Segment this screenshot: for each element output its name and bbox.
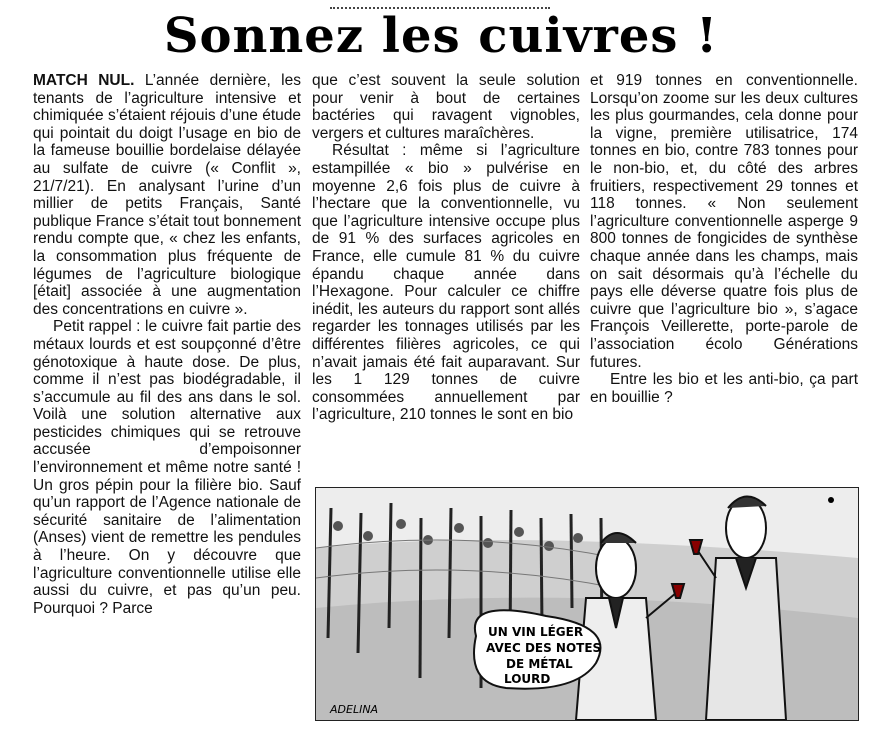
article-column-1 [33, 72, 301, 617]
bubble-line: DE MÉTAL [506, 657, 573, 671]
closing-paragraph: Entre les bio et les anti-bio, ça part en bouillie ? [590, 371, 858, 406]
cartoon-illustration [315, 487, 859, 721]
bubble-line: AVEC DES NOTES [486, 641, 602, 655]
paragraph: Résultat : même si l’agriculture estampillée « bio » pulvérise en moyenne 2,6 fois plus de cuivre à l’hectare que la conventionnelle, vu que l’agriculture intensive occupe plus de 91 % des surfaces agricoles en France, elle cumule 81 % du cuivre épandu chaque année dans l’Hexagone. Pour calculer ce chiffre inédit, les auteurs du rapport sont allés regarder les tonnages utilisés par les différentes filières agricoles, ce qui n’avait jamais été fait auparavant. Sur les 1 129 tonnes de cuivre consommées annuellement par l’agriculture, 210 tonnes le sont en bio [312, 142, 580, 424]
paragraph: Petit rappel : le cuivre fait partie des métaux lourds et est soupçonné d’être génotoxique à haute dose. De plus, comme il n’est pas biodégradable, il s’accumule au fil des ans dans le sol. Voilà une solution alternative aux pesticides chimiques qui se retrouve accusée d’empoisonner l’environnement et même notre santé ! Un gros pépin pour la filière bio. Sauf qu’un rapport de l’Agence nationale de sécurité sanitaire de l’alimentation (Anses) vient de remettre les pendules à l’heure. On y découvre que l’agriculture conventionnelle utilise elle aussi du cuivre, et pas qu’un peu. Pourquoi ? Parce [33, 318, 301, 617]
article-column-3 [590, 72, 858, 406]
bubble-line: UN VIN LÉGER [488, 625, 584, 639]
paragraph: et 919 tonnes en conventionnelle. Lorsqu’on zoome sur les deux cultures les plus gourmandes, cela donne pour la vigne, première utilisatrice, 174 tonnes en bio, contre 783 tonnes pour le non-bio, et, du côté des arbres fruitiers, respectivement 29 tonnes et 118 tonnes. « Non seulement l’agriculture conventionnelle asperge 9 800 tonnes de fongicides de synthèse chaque année dans les champs, mais on sait désormais qu’à l’échelle du pays elle déverse quatre fois plus de cuivre que l’agriculture bio », s’agace François Veillerette, porte-parole de l’association écolo Générations futures. [590, 72, 858, 371]
headline: Sonnez les cuivres ! [163, 8, 719, 64]
paragraph: que c’est souvent la seule solution pour venir à bout de certaines bactéries qui ravagent vignobles, vergers et cultures maraîchères. [312, 72, 580, 142]
cartoon-drawing [316, 488, 858, 720]
bubble-line: LOURD [504, 672, 551, 686]
paragraph-text: L’année dernière, les tenants de l’agriculture intensive et chimiquée s’étaient réjouis d’une étude qui pointait du doigt l’usage en bio de la fameuse bouillie bordelaise délayée au sulfate de cuivre (« Conflit », 21/7/21). En analysant l’urine d’un millier de petits Français, Santé publique France s’était tout bonnement rendu compte que, « chez les enfants, la consommation plus fréquente de légumes de l’agriculture biologique [était] associée à une augmentation des concentrations en cuivre ». [33, 72, 301, 318]
article-column-2 [312, 72, 580, 424]
lead-in: MATCH NUL. [33, 72, 135, 89]
paragraph [33, 72, 301, 318]
cartoon-signature: ADELINA [330, 703, 379, 716]
